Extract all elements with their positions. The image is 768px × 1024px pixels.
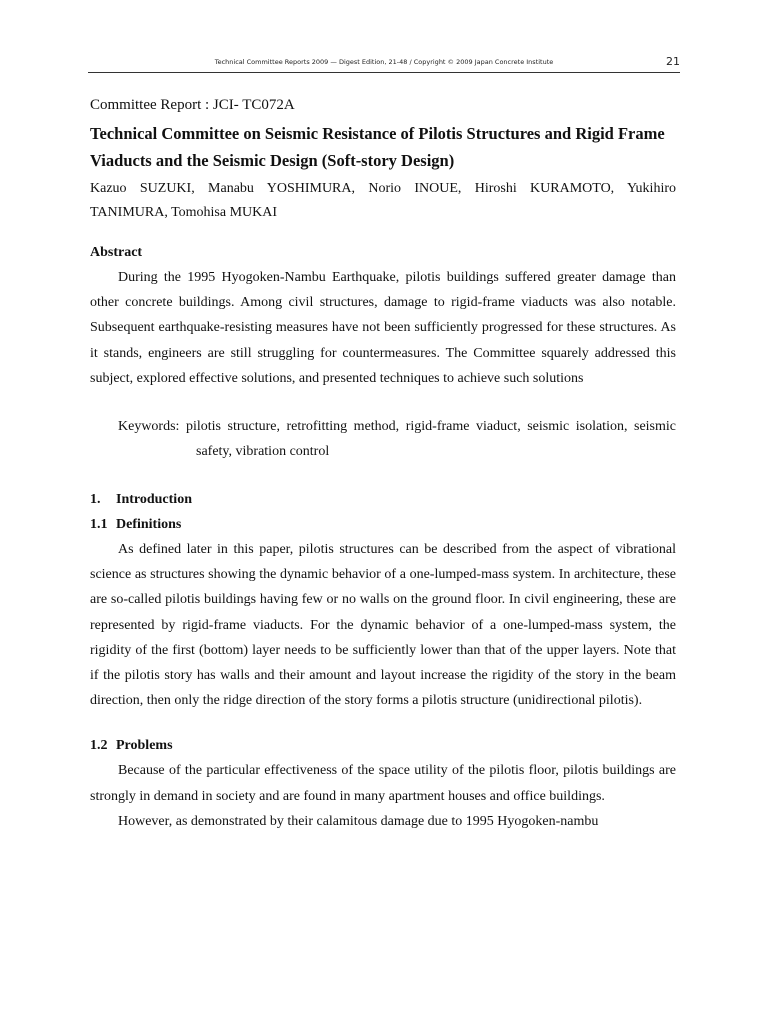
section-heading-introduction [90, 487, 676, 512]
page-number: 21 [666, 55, 680, 68]
abstract-text: During the 1995 Hyogoken-Nambu Earthquake, pilotis buildings suffered greater damage than other concrete buildings. Among civil structures, damage to rigid-frame viaducts was also notable. Subsequent earthquake-resisting measures have not been sufficiently progressed for these structures. As it stands, engineers are still struggling for countermeasures. The Committee squarely addressed this subject, explored effective solutions, and presented techniques to achieve such solutions [90, 270, 676, 386]
problems-paragraph-continued: However, as demonstrated by their calamitous damage due to 1995 Hyogoken-nambu [118, 813, 599, 829]
subsection-number: 1.1 [90, 517, 108, 533]
paper-title: Technical Committee on Seismic Resistance of Pilotis Structures and Rigid Frame Viaducts and the Seismic Design (Soft-story Design) [90, 124, 665, 170]
subsection-heading-definitions [90, 512, 676, 537]
keywords: Keywords: pilotis structure, retrofitting method, rigid-frame viaduct, seismic isolation, seismic safety, vibration control [118, 419, 676, 460]
author-list: Kazuo SUZUKI, Manabu YOSHIMURA, Norio INOUE, Hiroshi KURAMOTO, Yukihiro TANIMURA, Tomohisa MUKAI [90, 181, 676, 220]
subsection-title: Definitions [116, 517, 182, 533]
subsection-title: Problems [116, 738, 173, 754]
running-header [88, 56, 680, 73]
header-citation: Technical Committee Reports 2009 — Digest Edition, 21-48 / Copyright © 2009 Japan Concrete Institute [214, 58, 554, 66]
problems-paragraph: Because of the particular effectiveness of the space utility of the pilotis floor, pilotis buildings are strongly in demand in society and are found in many apartment houses and office buildings. [90, 763, 676, 804]
subsection-number: 1.2 [90, 738, 108, 754]
abstract-heading: Abstract [90, 245, 143, 260]
report-id: Committee Report : JCI- TC072A [90, 97, 295, 113]
section-number: 1. [90, 492, 101, 508]
article-body [90, 94, 676, 834]
subsection-heading-problems [90, 733, 676, 758]
definitions-paragraph: As defined later in this paper, pilotis structures can be described from the aspect of vibrational science as structures showing the dynamic behavior of a one-lumped-mass system. In architecture, these are so-called pilotis buildings having few or no walls on the ground floor. In civil engineering, these are represented by rigid-frame viaducts. For the dynamic behavior of a one-lumped-mass system, the rigidity of the first (bottom) layer needs to be sufficiently lower than that of the upper layers. Note that if the pilotis story has walls and their amount and layout increase the rigidity of the story in the beam direction, then only the ridge direction of the story forms a pilotis structure (unidirectional pilotis). [90, 542, 676, 709]
section-title: Introduction [116, 492, 192, 508]
